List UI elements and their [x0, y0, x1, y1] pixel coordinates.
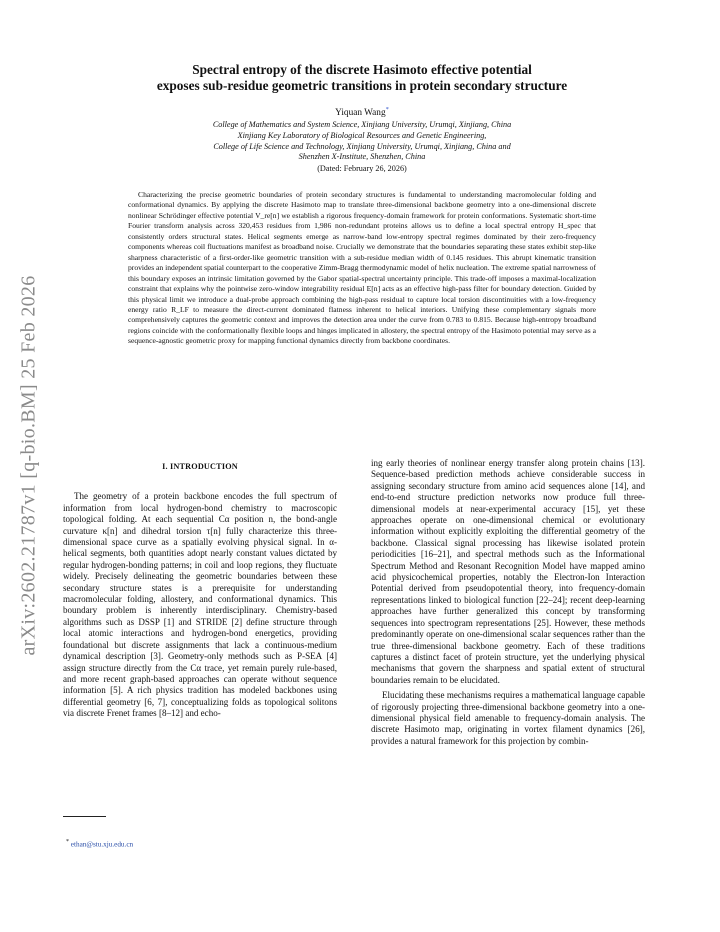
footnote — [66, 839, 133, 848]
intro-paragraph-2: Elucidating these mechanisms requires a mathematical language capable of rigorously projecting three-dimensional backbone geometry into a one-dimensional physical field amenable to frequency-domain analysis. The discrete Hasimoto map, originating in vortex filament dynamics [26], provides a natural framework for this projection by combin- — [371, 690, 646, 746]
author-footnote-mark[interactable]: * — [385, 106, 389, 113]
author-name: Yiquan Wang — [335, 108, 386, 119]
affiliation-line: Shenzhen X-Institute, Shenzhen, China — [298, 152, 426, 162]
title-line-1: Spectral entropy of the discrete Hasimoto effective potential — [192, 62, 532, 77]
title-line-2: exposes sub-residue geometric transitions in protein secondary structure — [156, 78, 568, 93]
left-column — [63, 458, 337, 720]
abstract: Characterizing the precise geometric boundaries of protein secondary structures is fundamental to understanding macromolecular folding and conformational dynamics. By applying the discrete Hasimoto map to translate three-dimensional backbone geometry into a one-dimensional discrete nonlinear Schrödinger effective potential V_re[n] we establish a rigorous frequency-domain framework for protein conformations. Systematic short-time Fourier transform analysis across 320,453 residues from 1,986 non-redundant proteins allows us to define a local spectral entropy H_spec that consistently orders structural states. Helical segments emerge as narrow-band low-entropy spectral regimes dominated by their zero-frequency components whereas coil fluctuations manifest as broadband noise. Crucially we demonstrate that the boundaries separating these states exhibit step-like sharpness characteristic of a first-order-like geometric transition with a sub-residue median width of 0.145 residues. This abrupt kinematic transition provides an independent spatial counterpart to the cooperative Zimm-Bragg thermodynamic model of helix nucleation. The extreme spatial narrowness of this boundary exposes an intrinsic limitation governed by the Gabor spatial-spectral uncertainty principle. This trade-off imposes a maximal-localization constraint that explains why the pointwise zero-window integrability residual E[n] acts as an effective high-pass filter for boundary detection. Guided by this physical limit we introduce a dual-probe approach combining the high-pass residual to capture local torsion discontinuities with a low-frequency energy ratio R_LF to measure the direct-current dominated flatness inherent to helical interiors. Unifying these complementary signals more comprehensively captures the geometric context and improves the detection area under the curve from 0.783 to 0.815. Because high-entropy broadband regions coincide with the conformationally flexible loops and hinges implicated in allostery, the spectral entropy of the Hasimoto potential may serve as a sequence-agnostic geometric proxy for mapping functional dynamics directly from backbone coordinates. — [128, 190, 596, 346]
arxiv-identifier — [12, 240, 46, 690]
footnote-rule — [63, 816, 106, 817]
footnote-mark: * — [66, 839, 69, 845]
right-column — [371, 458, 645, 747]
paper-title — [120, 62, 604, 94]
arxiv-identifier-text: arXiv:2602.21787v1 [q-bio.BM] 25 Feb 2026 — [17, 274, 40, 656]
section-heading-introduction: I. INTRODUCTION — [162, 462, 238, 471]
intro-paragraph-1-continued: ing early theories of nonlinear energy transfer along protein chains [13]. Sequence-based prediction methods achieve considerable success in assigning secondary structure from amino acid sequences alone [14], and end-to-end structure prediction networks now produce full three-dimensional models at near-experimental accuracy [15], yet these approaches operate on one-dimensional chemical or evolutionary information without explicitly exploiting the differential geometry of the backbone. Classical signal processing has likewise isolated protein periodicities [16–21], and spectral methods such as the Informational Spectrum Method and Resonant Recognition Model have mapped amino acid physicochemical properties, notably the Electron-Ion Interaction Potential derived from pseudopotential theory, into frequency-domain representations linked to biological function [22–24]; recent deep-learning approaches have further generalized this concept by transforming sequences into spectrogram representations [25]. However, these methods predominantly operate on one-dimensional scalar sequences rather than the true three-dimensional backbone geometry. Each of these traditions captures a distinct facet of protein structure, yet the underlying physical mechanisms that govern the sharpness and spatial extent of structural boundaries remain to be elucidated. — [371, 458, 645, 685]
author-line — [120, 106, 604, 118]
affiliation-line: College of Mathematics and System Science, Xinjiang University, Urumqi, Xinjiang, China — [212, 120, 512, 130]
paper-header — [120, 62, 604, 173]
author-email-link[interactable]: ethan@stu.xju.edu.cn — [70, 840, 134, 849]
dated-line: (Dated: February 26, 2026) — [317, 164, 407, 174]
intro-paragraph-1: The geometry of a protein backbone encodes the full spectrum of information from local hydrogen-bond chemistry to macroscopic topological folding. At each sequential Cα position n, the bond-angle curvature κ[n] and dihedral torsion τ[n] fully characterize this three-dimensional space curve as a spatially evolving physical signal. In α-helical segments, both quantities adopt nearly constant values dictated by regular hydrogen-bonding patterns; in coil and loop regions, they fluctuate widely. Precisely delineating the geometric boundaries between these secondary structure states is a prerequisite for understanding macromolecular folding, allostery, and conformational dynamics. This boundary problem is inherently interdisciplinary. Chemistry-based algorithms such as DSSP [1] and STRIDE [2] define structure through local atomic interactions and hydrogen-bond energetics, providing foundational but discrete assignments that lack a continuous-medium dynamical description [3]. Geometry-only methods such as P-SEA [4] assign structure directly from the Cα trace, yet remain purely rule-based, and more recent graph-based approaches can operate without sequence information [5]. A rich physics tradition has modeled backbones using differential geometry [6, 7], conceptualizing folds as topological solitons via discrete Frenet frames [8–12] and echo- — [63, 491, 337, 719]
affiliation-line: Xinjiang Key Laboratory of Biological Resources and Genetic Engineering, — [237, 130, 487, 140]
affiliation-line: College of Life Science and Technology, Xinjiang University, Urumqi, Xinjiang, China and — [213, 141, 511, 151]
affiliations — [120, 120, 604, 163]
